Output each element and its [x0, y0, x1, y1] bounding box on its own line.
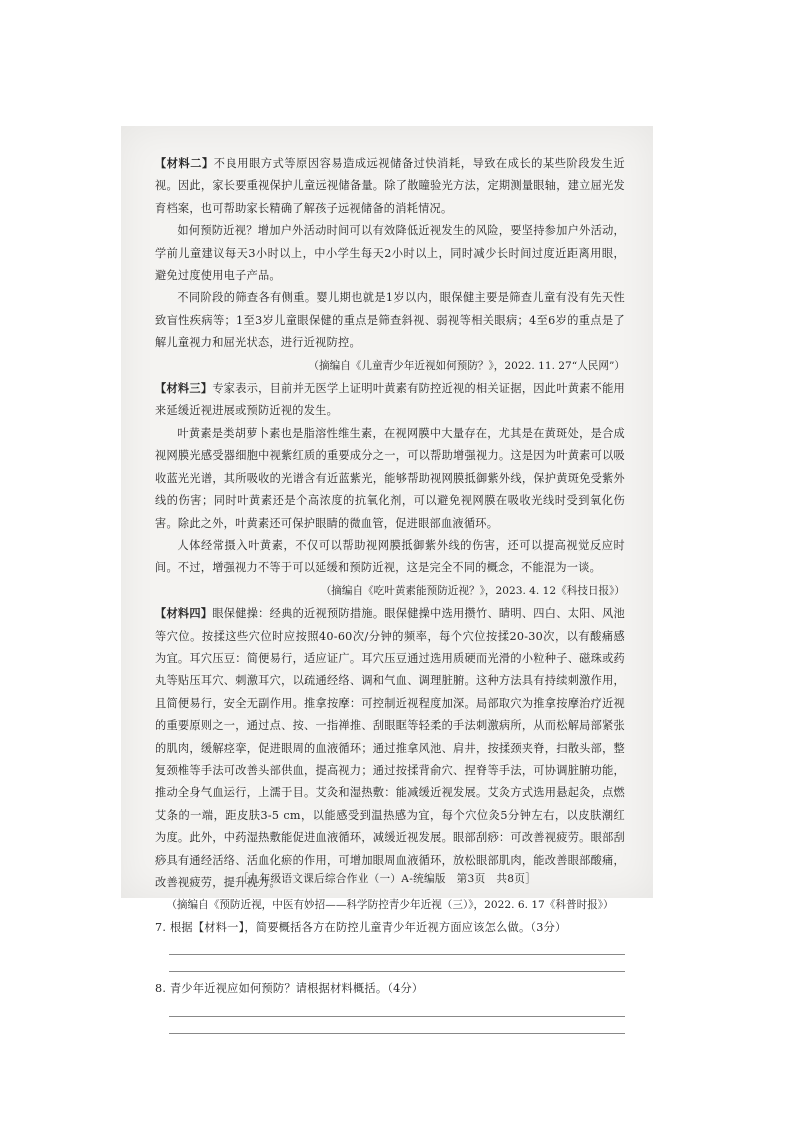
material3-para1	[155, 377, 625, 423]
material2-text1: 不良用眼方式等原因容易造成远视储备过快消耗，导致在成长的某些阶段发生近视。因此，家长要重视保护儿童远视储备量。除了散瞳验光方法，定期测量眼轴，建立屈光发育档案，也可帮助家长精确了解孩子远视储备的消耗情况。	[155, 157, 625, 215]
answer-line[interactable]	[169, 955, 625, 972]
question-7: 7. 根据【材料一】，简要概括各方在防控儿童青少年近视方面应该怎么做。（3分）	[155, 920, 567, 934]
answer-line[interactable]	[169, 1001, 625, 1017]
material3-para3: 人体经常摄入叶黄素，不仅可以帮助视网膜抵御紫外线的伤害，还可以提高视觉反应时间。不过，增强视力不等于可以延缓和预防近视，这是完全不同的概念，不能混为一谈。	[155, 538, 625, 575]
material3-text1: 专家表示，目前并无医学上证明叶黄素有防控近视的相关证据，因此叶黄素不能用来延缓近视进展或预防近视的发生。	[155, 382, 625, 418]
material2-tag: 【材料二】	[155, 156, 214, 170]
material4-source: （摘编自《预防近视，中医有妙招——科学防控青少年近视（三）》，2022. 6. 17《科普时报》）	[166, 899, 614, 912]
material2-para2: 如何预防近视？增加户外活动时间可以有效降低近视发生的风险，要坚持参加户外活动，学前儿童建议每天3小时以上，中小学生每天2小时以上，同时减少长时间过度近距离用眼，避免过度使用电子产品。	[155, 224, 625, 283]
material2-para1	[155, 152, 625, 220]
material3-tag: 【材料三】	[155, 381, 213, 396]
answer-line[interactable]	[169, 939, 625, 955]
answer-line[interactable]	[169, 1017, 625, 1034]
material4-tag: 【材料四】	[155, 606, 213, 621]
material2-para3: 不同阶段的筛查各有侧重。婴儿期也就是1岁以内，眼保健主要是筛查儿童有没有先天性致盲性疾病等；1至3岁儿童眼保健的重点是筛查斜视、弱视等相关眼病；4至6岁的重点是了解儿童视力和屈光状态，进行近视防控。	[155, 291, 625, 350]
material3-para2: 叶黄素是类胡萝卜素也是脂溶性维生素，在视网膜中大量存在，尤其是在黄斑处，是合成视网膜光感受器细胞中视紫红质的重要成分之一，可以帮助增强视力。这是因为叶黄素可以吸收蓝光光谱，其所吸收的光谱含有近蓝紫光，能够帮助视网膜抵御紫外线，保护黄斑免受紫外线的伤害；同时叶黄素还是个高浓度的抗氧化剂，可以避免视网膜在吸收光线时受到氧化伤害。除此之外，叶黄素还可保护眼睛的微血管，促进眼部血液循环。	[155, 426, 625, 530]
material4-text1: 眼保健操：经典的近视预防措施。眼保健操中选用攒竹、睛明、四白、太阳、风池等穴位。按揉这些穴位时应按照40-60次/分钟的频率，每个穴位按揉20-30次，以有酸痛感为宜。耳穴压豆：简便易行，适应证广。耳穴压豆通过选用质硬而光滑的小粒种子、磁珠或药丸等贴压耳穴、刺激耳穴，以疏通经络、调和气血、调理脏腑。这种方法具有持续刺激作用，且简便易行，安全无副作用。推拿按摩：可控制近视程度加深。局部取穴为推拿按摩治疗近视的重要原则之一，通过点、按、一指禅推、刮眼眶等轻柔的手法刺激病所，从而松解局部紧张的肌肉，缓解痉挛，促进眼周的血液循环；通过推拿风池、肩井，按揉颈夹脊，扫散头部，整复颈椎等手法可改善头部供血，提高视力；通过按揉背俞穴、捏脊等手法，可协调脏腑功能，推动全身气血运行，上濡于目。艾灸和湿热敷：能减缓近视发展。艾灸方式选用悬起灸，点燃艾条的一端，距皮肤3-5 cm，以能感受到温热感为宜，每个穴位灸5分钟左右，以皮肤潮红为度。此外，中药湿热敷能促进血液循环，减缓近视发展。眼部刮痧：可改善视疲劳。眼部刮痧具有通经活络、活血化瘀的作用，可增加眼周血液循环，放松眼部肌肉，能改善眼部酸痛，改善视疲劳，提升视力。	[155, 607, 625, 889]
exam-page	[121, 126, 653, 996]
material4-para1	[155, 602, 625, 894]
material2-source: （摘编自《儿童青少年近视如何预防？》，2022. 11. 27“人民网”）	[308, 359, 625, 372]
page-footer: ［九年级语文课后综合作业（一）A-统编版 第3页 共8页］	[237, 872, 537, 885]
question-8: 8. 青少年近视应如何预防？请根据材料概括。（4分）	[155, 982, 424, 996]
material3-source: （摘编自《吃叶黄素能预防近视？》，2023. 4. 12《科技日报》）	[320, 584, 625, 597]
